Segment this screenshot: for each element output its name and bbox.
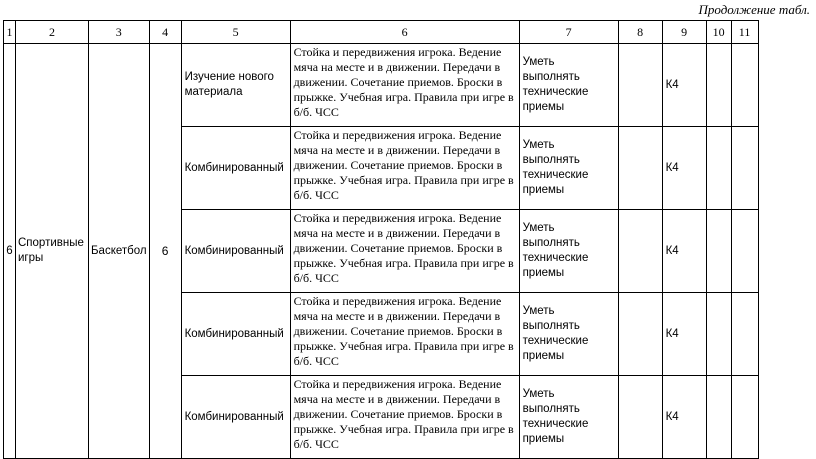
table-row <box>4 44 759 127</box>
col-header: 6 <box>290 21 519 44</box>
empty-cell <box>618 210 662 293</box>
empty-cell <box>731 210 758 293</box>
empty-cell <box>618 293 662 376</box>
col-header: 1 <box>4 21 16 44</box>
empty-cell <box>706 210 731 293</box>
lesson-content-cell: Стойка и передвижения игрока. Ведение мяча на месте и в движении. Передачи в движении. Сочетание приемов. Броски в прыжке. Учебная игра. Правила при игре в б/б. ЧСС <box>290 293 519 376</box>
empty-cell <box>706 376 731 459</box>
control-cell: К4 <box>662 293 706 376</box>
empty-cell <box>618 44 662 127</box>
empty-cell <box>706 293 731 376</box>
requirement-cell: Уметь выполнять технические приемы <box>519 293 618 376</box>
requirement-cell: Уметь выполнять технические приемы <box>519 44 618 127</box>
empty-cell <box>731 376 758 459</box>
col-header: 10 <box>706 21 731 44</box>
col-header: 5 <box>181 21 290 44</box>
col-header: 9 <box>662 21 706 44</box>
requirement-cell: Уметь выполнять технические приемы <box>519 127 618 210</box>
empty-cell <box>618 127 662 210</box>
lesson-content-cell: Стойка и передвижения игрока. Ведение мяча на месте и в движении. Передачи в движении. Сочетание приемов. Броски в прыжке. Учебная игра. Правила при игре в б/б. ЧСС <box>290 127 519 210</box>
empty-cell <box>731 127 758 210</box>
control-cell: К4 <box>662 210 706 293</box>
group-number-cell: 6 <box>4 44 16 459</box>
lesson-type-cell: Изучение нового материала <box>181 44 290 127</box>
control-cell: К4 <box>662 376 706 459</box>
table-continuation-caption: Продолжение табл. <box>698 2 810 17</box>
col-header: 4 <box>149 21 181 44</box>
lesson-content-cell: Стойка и передвижения игрока. Ведение мяча на месте и в движении. Передачи в движении. Сочетание приемов. Броски в прыжке. Учебная игра. Правила при игре в б/б. ЧСС <box>290 376 519 459</box>
control-cell: К4 <box>662 127 706 210</box>
col-header: 11 <box>731 21 758 44</box>
topic-cell: Баскетбол <box>89 44 150 459</box>
col-header: 2 <box>16 21 89 44</box>
lesson-content-cell: Стойка и передвижения игрока. Ведение мяча на месте и в движении. Передачи в движении. Сочетание приемов. Броски в прыжке. Учебная игра. Правила при игре в б/б. ЧСС <box>290 210 519 293</box>
lesson-type-cell: Комбинированный <box>181 376 290 459</box>
col-header: 8 <box>618 21 662 44</box>
control-cell: К4 <box>662 44 706 127</box>
header-row <box>4 21 759 44</box>
empty-cell <box>618 376 662 459</box>
hours-cell: 6 <box>149 44 181 459</box>
col-header: 7 <box>519 21 618 44</box>
empty-cell <box>731 293 758 376</box>
requirement-cell: Уметь выполнять технические приемы <box>519 376 618 459</box>
empty-cell <box>706 44 731 127</box>
empty-cell <box>706 127 731 210</box>
lesson-type-cell: Комбинированный <box>181 127 290 210</box>
empty-cell <box>731 44 758 127</box>
lesson-type-cell: Комбинированный <box>181 210 290 293</box>
requirement-cell: Уметь выполнять технические приемы <box>519 210 618 293</box>
col-header: 3 <box>89 21 150 44</box>
lesson-content-cell: Стойка и передвижения игрока. Ведение мяча на месте и в движении. Передачи в движении. Сочетание приемов. Броски в прыжке. Учебная игра. Правила при игре в б/б. ЧСС <box>290 44 519 127</box>
section-cell: Спортивные игры <box>16 44 89 459</box>
lesson-plan-table <box>3 20 759 459</box>
lesson-type-cell: Комбинированный <box>181 293 290 376</box>
